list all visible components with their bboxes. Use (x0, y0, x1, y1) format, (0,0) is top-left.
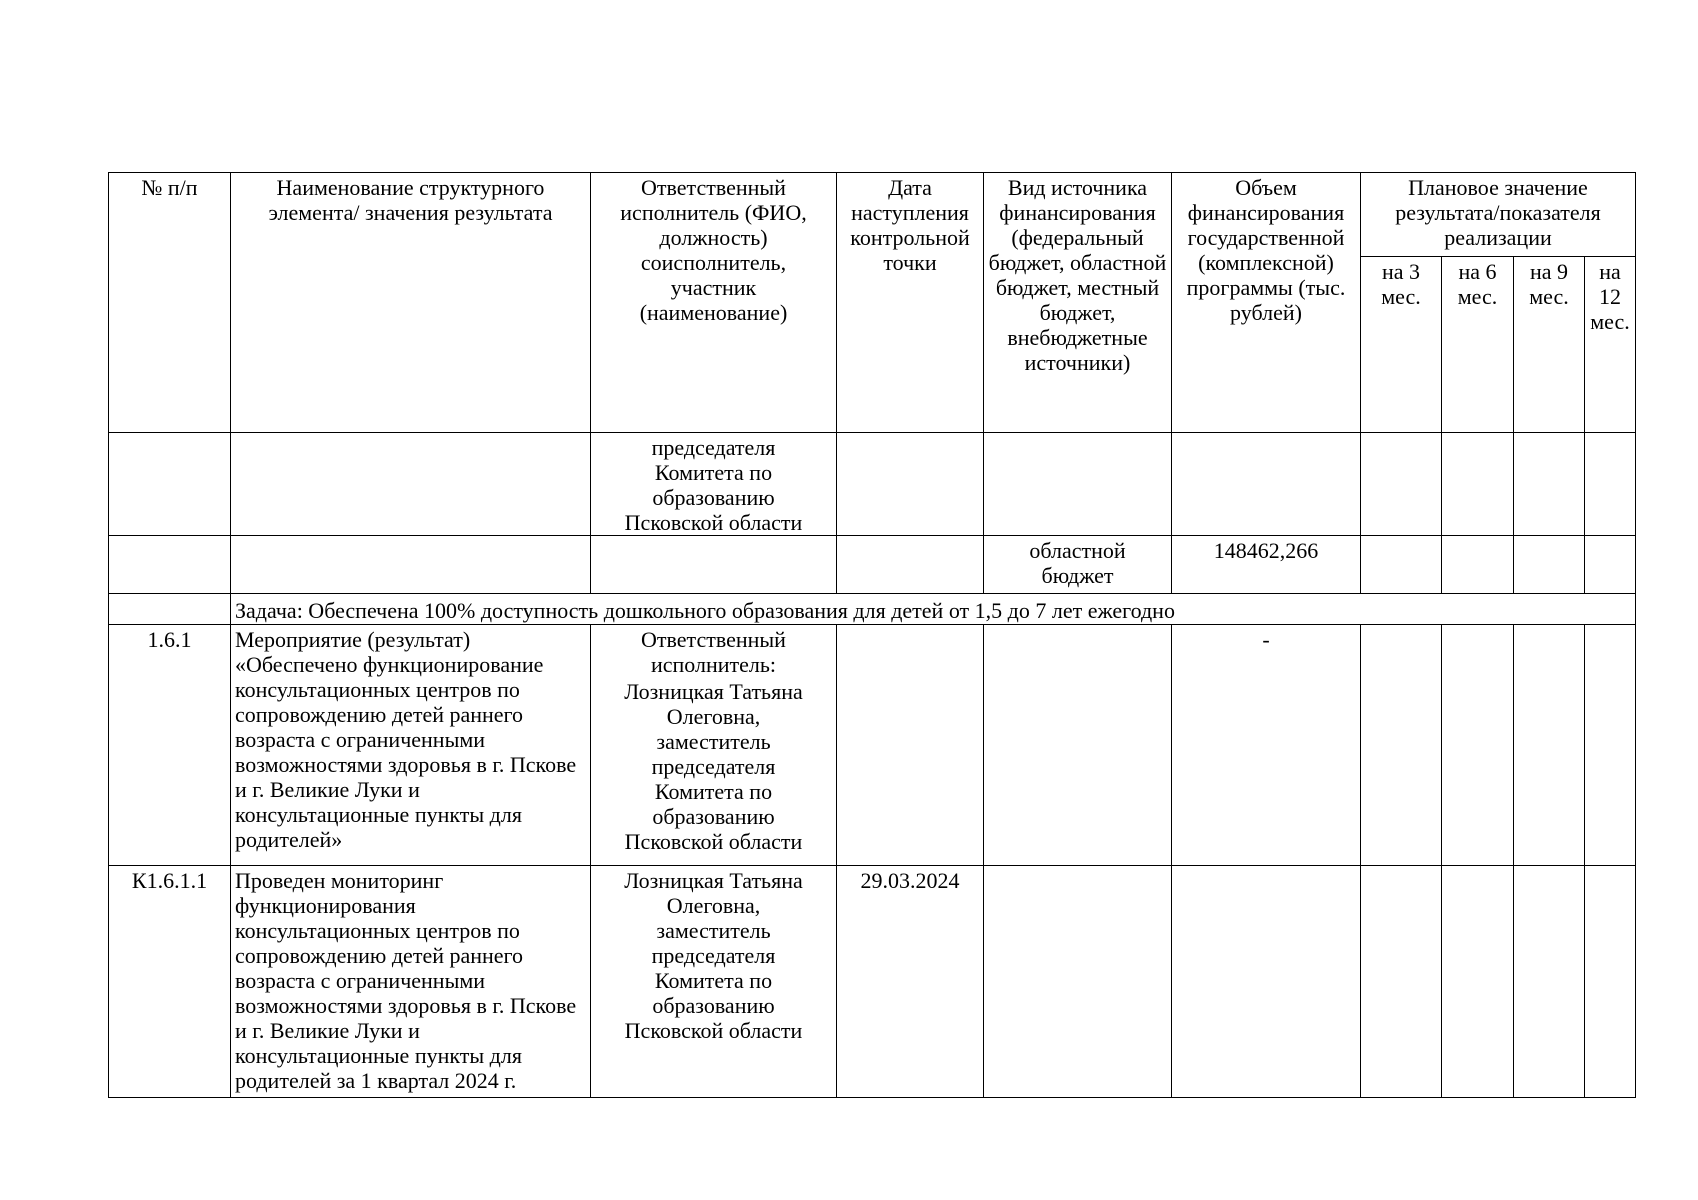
cell-volume: - (1172, 625, 1361, 866)
cell-m9 (1514, 536, 1585, 594)
cell-date (837, 625, 984, 866)
cell-m3 (1361, 536, 1442, 594)
cell-m6 (1442, 866, 1514, 1098)
cell-m6 (1442, 625, 1514, 866)
table-row (109, 433, 1636, 536)
table-row (109, 866, 1636, 1098)
cell-m6 (1442, 536, 1514, 594)
task-text: Задача: Обеспечена 100% доступность дошкольного образования для детей от 1,5 до 7 лет ежегодно (231, 594, 1636, 625)
cell-m12 (1585, 433, 1636, 536)
cell-m6 (1442, 433, 1514, 536)
cell-source (984, 433, 1172, 536)
cell-date (837, 536, 984, 594)
document-page (108, 172, 1635, 1098)
header-source: Вид источника финансирования (федеральный бюджет, областной бюджет, местный бюджет, внебюджетные источники) (984, 173, 1172, 433)
cell-m3 (1361, 433, 1442, 536)
cell-m12 (1585, 866, 1636, 1098)
table-row (109, 536, 1636, 594)
header-responsible: Ответственный исполнитель (ФИО, должность) соисполнитель, участник (наименование) (591, 173, 837, 433)
cell-num: 1.6.1 (109, 625, 231, 866)
cell-name: Мероприятие (результат) «Обеспечено функционирование консультационных центров по сопровождению детей раннего возраста с ограниченными возможностями здоровья в г. Пскове и г. Великие Луки и консультационные пункты для родителей» (231, 625, 591, 866)
cell-volume: 148462,266 (1172, 536, 1361, 594)
cell-source: областной бюджет (984, 536, 1172, 594)
cell-source (984, 866, 1172, 1098)
header-m12: на 12 мес. (1585, 257, 1636, 433)
cell-responsible: председателя Комитета по образованию Псковской области (591, 433, 837, 536)
cell-num (109, 594, 231, 625)
cell-name (231, 433, 591, 536)
cell-source (984, 625, 1172, 866)
cell-name: Проведен мониторинг функционирования консультационных центров по сопровождению детей раннего возраста с ограниченными возможностями здоровья в г. Пскове и г. Великие Луки и консультационные пункты для родителей за 1 квартал 2024 г. (231, 866, 591, 1098)
cell-volume (1172, 433, 1361, 536)
plan-table (108, 172, 1636, 1098)
cell-responsible: Лозницкая Татьяна Олеговна, заместитель председателя Комитета по образованию Псковской области (591, 866, 837, 1098)
cell-m3 (1361, 625, 1442, 866)
cell-responsible (591, 625, 837, 866)
responsible-label: Ответственный исполнитель: (641, 627, 786, 677)
task-row (109, 594, 1636, 625)
cell-m12 (1585, 536, 1636, 594)
header-m9: на 9 мес. (1514, 257, 1585, 433)
cell-m9 (1514, 866, 1585, 1098)
header-m3: на 3 мес. (1361, 257, 1442, 433)
header-m6: на 6 мес. (1442, 257, 1514, 433)
cell-num: К1.6.1.1 (109, 866, 231, 1098)
header-num: № п/п (109, 173, 231, 433)
header-name: Наименование структурного элемента/ значения результата (231, 173, 591, 433)
cell-m3 (1361, 866, 1442, 1098)
cell-date: 29.03.2024 (837, 866, 984, 1098)
cell-m12 (1585, 625, 1636, 866)
header-date: Дата наступления контрольной точки (837, 173, 984, 433)
cell-volume (1172, 866, 1361, 1098)
responsible-name: Лозницкая Татьяна Олеговна, заместитель председателя Комитета по образованию Псковской области (624, 679, 803, 854)
header-row (109, 173, 1636, 257)
header-volume: Объем финансирования государственной (комплексной) программы (тыс. рублей) (1172, 173, 1361, 433)
cell-name (231, 536, 591, 594)
cell-responsible (591, 536, 837, 594)
cell-date (837, 433, 984, 536)
cell-num (109, 536, 231, 594)
cell-m9 (1514, 625, 1585, 866)
header-planned: Плановое значение результата/показателя реализации (1361, 173, 1636, 257)
table-row (109, 625, 1636, 866)
cell-m9 (1514, 433, 1585, 536)
cell-num (109, 433, 231, 536)
